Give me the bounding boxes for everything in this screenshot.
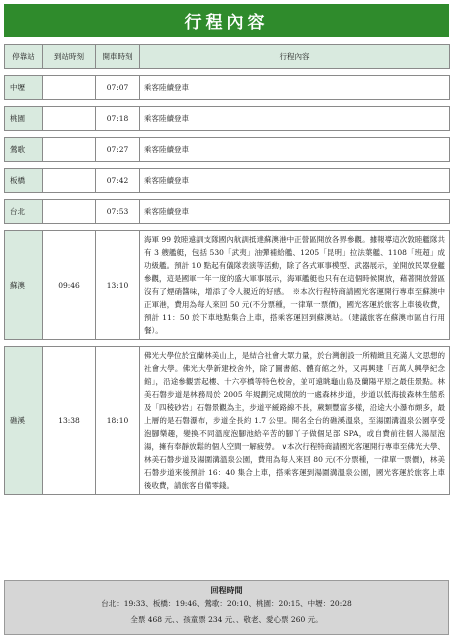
depart-cell: 07:27 <box>96 138 140 162</box>
content-cell: 海軍 99 敦睦遠訓支隊國內航訓抵達蘇澳港中正營區開放各界參觀。據報導這次敦睦艦隊共有 3 艘艦艇，包括 530「武夷」油彈補給艦、1205「昆明」拉法葉艦、1108「班超」成功級艦。預計 10 點起有儀隊表演等活動，除了各式軍事模型、武器展示，並開放民眾登艦參觀，這是國軍一年一度的盛大軍事展示，海軍艦艇也只有在這個時候開放，藉著開放營區沒有了煙硝醬味，增添了令人親近的好感。 ※本次行程特商請國光客運開行專車至蘇澳中正軍港，費用為每人來回 50 元(不分票種，一律單一票價)，國光客運於旅客上車後收費，預計 11：50 於下車地點集合上車，搭乘客運回到蘇澳站。（建議旅客在蘇澳市區自行用餐）。 <box>140 231 450 340</box>
header-content: 行程內容 <box>140 45 450 69</box>
station-cell: 鶯歌 <box>5 138 43 162</box>
content-cell: 乘客陸續登車 <box>140 200 450 224</box>
header-depart: 開車時刻 <box>96 45 140 69</box>
table-row <box>5 231 450 340</box>
arrive-cell <box>43 76 96 100</box>
fare-info: 全票 468 元、、孩童票 234 元、、敬老、愛心票 260 元。 <box>130 615 323 624</box>
depart-cell: 13:10 <box>96 231 140 340</box>
row-spacer <box>5 193 450 200</box>
content-cell: 乘客陸續登車 <box>140 76 450 100</box>
station-cell: 板橋 <box>5 169 43 193</box>
table-row <box>5 169 450 193</box>
row-spacer <box>5 131 450 138</box>
station-cell: 礁溪 <box>5 347 43 495</box>
content-cell: 乘客陸續登車 <box>140 107 450 131</box>
itinerary-table <box>4 44 450 495</box>
depart-cell: 07:53 <box>96 200 140 224</box>
station-cell: 蘇澳 <box>5 231 43 340</box>
content-cell: 佛光大學位於宜蘭林美山上，是結合社會大眾力量，於台灣創設一所精緻且充滿人文思想的社會大學。佛光大學新建校舍外，除了圖書館、體育館之外，又再興建「百萬人興學紀念館」，沿途參觀雲起樓、十六亭橋等特色校舍，並可遠眺龜山島及蘭陽平原之最佳景點。林美石磐步道是林務局於 2005 年規劃完成開放的一處森林步道，步道以低海拔森林生態系及「四稜砂岩」石磐景觀為主，步道平緩路線不長，蕨類豐富多樣，沿途大小瀑布頗多，最上層的是石磐瀑布，步道全長約 1.7 公里。開名全台的礁溪溫泉，至湯圍溝溫泉公園享受泡腳樂趣，變換不同溫度泡腳池給辛苦的腳丫子做個足部 SPA，或自費前往個人湯屋泡湯，擁有奉靜放鬆的個人空間一解疲勞。 ∨本次行程特商請國光客運開行專車至佛光大學、林美石磐步道及湯圍溝溫泉公園，費用為每人來回 80 元(不分票種，一律單一票價)，林美石磐步道來後預計 16：40 集合上車，搭乘客運到湯圍溝溫泉公園，國光客運於旅客上車後收費，請旅客自備零錢。 <box>140 347 450 495</box>
row-spacer <box>5 224 450 231</box>
table-row <box>5 200 450 224</box>
row-spacer <box>5 162 450 169</box>
depart-cell: 07:18 <box>96 107 140 131</box>
table-row <box>5 347 450 495</box>
station-cell: 桃園 <box>5 107 43 131</box>
header-arrive: 到站時刻 <box>43 45 96 69</box>
return-schedule-box <box>4 580 449 635</box>
table-row <box>5 138 450 162</box>
page-title: 行程內容 <box>184 13 269 33</box>
arrive-cell <box>43 107 96 131</box>
depart-cell: 07:42 <box>96 169 140 193</box>
row-spacer <box>5 340 450 347</box>
table-row <box>5 107 450 131</box>
header-station: 停靠站 <box>5 45 43 69</box>
arrive-cell <box>43 200 96 224</box>
content-cell: 乘客陸續登車 <box>140 169 450 193</box>
arrive-cell <box>43 169 96 193</box>
arrive-cell <box>43 138 96 162</box>
return-title: 回程時間 <box>210 585 243 595</box>
row-spacer <box>5 69 450 76</box>
table-row <box>5 76 450 100</box>
table-header-row <box>5 45 450 69</box>
row-spacer <box>5 100 450 107</box>
arrive-cell: 13:38 <box>43 347 96 495</box>
station-cell: 中壢 <box>5 76 43 100</box>
content-cell: 乘客陸續登車 <box>140 138 450 162</box>
title-banner <box>4 4 449 37</box>
return-times: 台北：19:33、板橋：19:46、鶯歌：20:10、桃園：20:15、中壢：20:28 <box>101 599 352 608</box>
depart-cell: 18:10 <box>96 347 140 495</box>
arrive-cell: 09:46 <box>43 231 96 340</box>
station-cell: 台北 <box>5 200 43 224</box>
depart-cell: 07:07 <box>96 76 140 100</box>
